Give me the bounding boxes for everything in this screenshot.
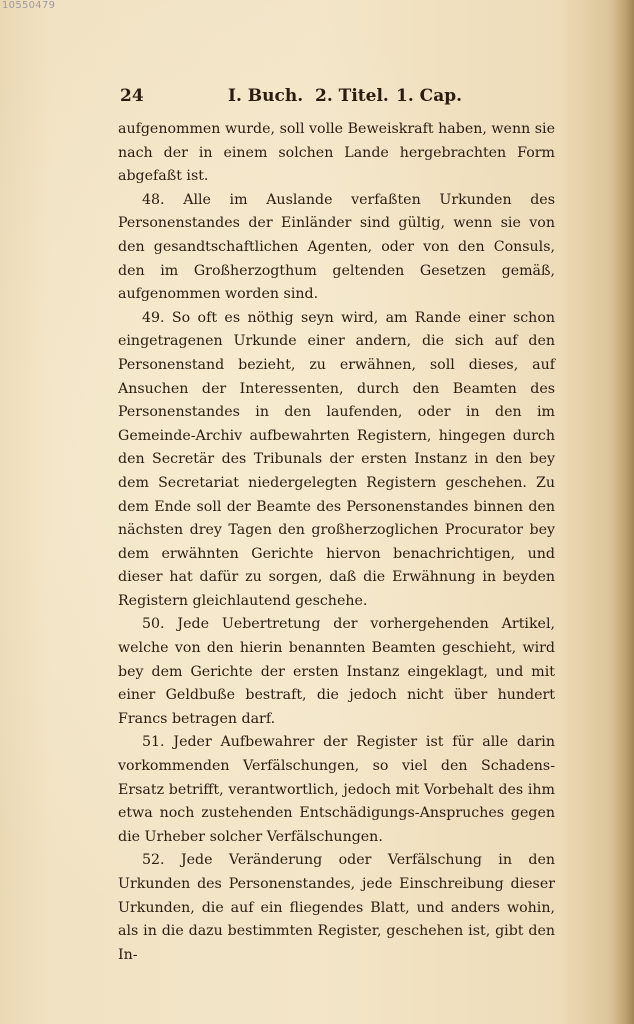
article-49: 49. So oft es nöthig seyn wird, am Rande einer schon eingetragenen Urkunde einer andern, die sich auf den Personenstand bezieht, zu erwähnen, soll dieses, auf Ansuchen der Interessenten, durch den Beamten des Personenstandes in den laufenden, oder in den im Gemeinde-Archiv aufbewahrten Registern, hingegen durch den Secretär des Tribunals der ersten Instanz in den bey dem Secretariat niedergelegten Registern geschehen. Zu dem Ende soll der Beamte des Personenstandes binnen den nächsten drey Tagen den großherzoglichen Procurator bey dem erwähnten Gerichte hiervon benachrichtigen, und dieser hat dafür zu sorgen, daß die Erwähnung in beyden Registern gleichlautend geschehe.: [118, 309, 555, 609]
scan-id-label: 10550479: [2, 0, 56, 11]
article-51: 51. Jeder Aufbewahrer der Register ist für alle darin vorkommenden Verfälschungen, so viel den Schadens-Ersatz betrifft, verantwortlich, jedoch mit Vorbehalt des ihm etwa noch zustehenden Entschädigungs-Anspruches gegen die Urheber solcher Verfälschungen.: [118, 734, 555, 845]
article-52: 52. Jede Veränderung oder Verfälschung in den Urkunden des Personenstandes, jede Einschreibung dieser Urkunden, die auf ein fliegendes Blatt, und anders wohin, als in die dazu bestimmten Register, geschehen ist, gibt den In-: [118, 852, 555, 963]
article-48: 48. Alle im Auslande verfaßten Urkunden des Personenstandes der Einländer sind gültig, wenn sie von den gesandtschaftlichen Agenten, oder von den Consuls, den im Großherzogthum geltenden Gesetzen gemäß, aufgenommen worden sind.: [118, 191, 555, 303]
page-edge-shadow: [612, 0, 634, 1024]
paragraph-continuation: aufgenommen wurde, soll volle Beweiskraft haben, wenn sie nach der in einem solchen Lande hergebrachten Form abgefaßt ist.: [118, 121, 555, 185]
body-text: [118, 118, 555, 967]
header-chapter: 1. Cap.: [396, 86, 463, 106]
article-50: 50. Jede Uebertretung der vorhergehenden Artikel, welche von den hierin benannten Beamten geschieht, wird bey dem Gerichte der ersten Instanz eingeklagt, und mit einer Geldbuße bestraft, die jedoch nicht über hundert Francs betragen darf.: [118, 616, 555, 727]
header-title: 2. Titel.: [315, 86, 389, 106]
running-header: [120, 86, 560, 114]
page-number: 24: [120, 86, 144, 106]
header-book: I. Buch.: [228, 86, 304, 106]
